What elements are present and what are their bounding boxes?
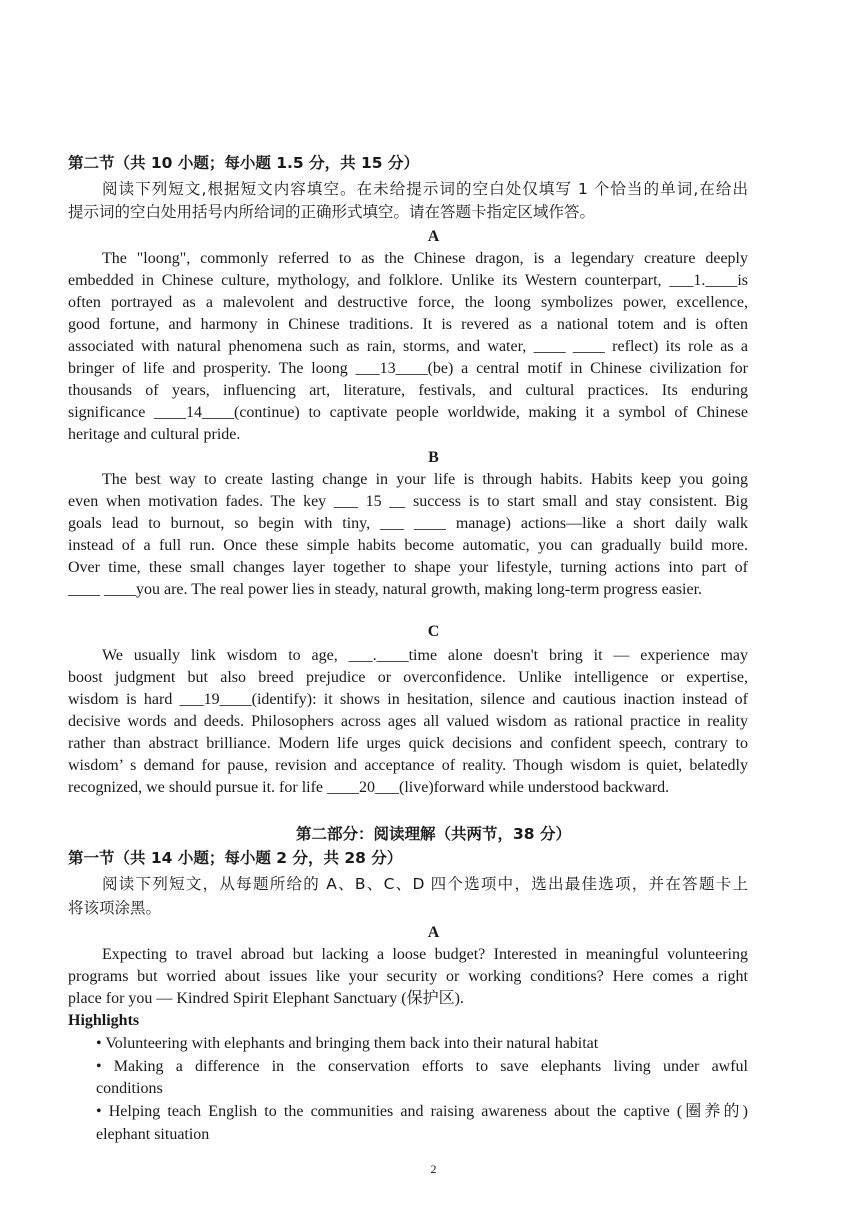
passage-line: thousands of years, influencing art, literature, festivals, and cultural practices. Its enduring <box>68 382 748 399</box>
highlight-item-continued: elephant situation <box>96 1126 210 1143</box>
passage-line: good fortune, and harmony in Chinese traditions. It is revered as a national totem and is often <box>68 316 748 333</box>
passage-line: goals lead to burnout, so begin with tiny, ___ ____ manage) actions—like a short daily walk <box>68 515 748 532</box>
passage-line: rather than abstract brilliance. Modern life urges quick decisions and confident speech, contrary to <box>68 735 748 752</box>
passage-line: bringer of life and prosperity. The loong ___13____(be) a central motif in Chinese civilization for <box>68 360 748 377</box>
passage-line: wisdom is hard ___19____(identify): it shows in hesitation, silence and cautious inaction instead of <box>68 691 748 708</box>
highlight-item: • Volunteering with elephants and bringing them back into their natural habitat <box>96 1035 599 1052</box>
section-heading: 第一节（共 14 小题；每小题 2 分，共 28 分） <box>68 849 403 867</box>
passage-line: embedded in Chinese culture, mythology, and folklore. Unlike its Western counterpart, ___1.____is <box>68 272 748 289</box>
section-heading: 第二节（共 10 小题；每小题 1.5 分，共 15 分） <box>68 154 419 172</box>
instruction-line: 阅读下列短文,根据短文内容填空。在未给提示词的空白处仅填写 1 个恰当的单词,在给出 <box>102 180 748 198</box>
instruction-line: 将该项涂黑。 <box>68 899 162 917</box>
passage-line: Over time, these small changes layer together to shape your lifestyle, turning actions into part of <box>68 559 748 576</box>
passage-line: decisive words and deeds. Philosophers across ages all valued wisdom as rational practice in reality <box>68 713 748 730</box>
passage-label: A <box>427 924 440 941</box>
passage-line: The best way to create lasting change in your life is through habits. Habits keep you going <box>102 471 748 488</box>
passage-line: heritage and cultural pride. <box>68 426 241 443</box>
passage-line: place for you — Kindred Spirit Elephant Sanctuary (保护区). <box>68 990 464 1007</box>
instruction-line: 阅读下列短文，从每题所给的 A、B、C、D 四个选项中，选出最佳选项，并在答题卡上 <box>102 875 748 893</box>
passage-line: The "loong", commonly referred to as the Chinese dragon, is a legendary creature deeply <box>102 250 748 267</box>
passage-line: often portrayed as a malevolent and destructive force, the loong symbolizes power, excellence, <box>68 294 748 311</box>
passage-line: programs but worried about issues like your security or working conditions? Here comes a right <box>68 968 748 985</box>
passage-line: significance ____14____(continue) to captivate people worldwide, making it a symbol of Chinese <box>68 404 748 421</box>
instruction-line: 提示词的空白处用括号内所给词的正确形式填空。请在答题卡指定区域作答。 <box>68 203 596 221</box>
page-number: 2 <box>430 1162 437 1176</box>
passage-line: We usually link wisdom to age, ___.____time alone doesn't bring it — experience may <box>102 647 748 664</box>
passage-line: ____ ____you are. The real power lies in steady, natural growth, making long-term progress easier. <box>68 581 703 598</box>
passage-label: B <box>428 449 439 466</box>
passage-label: C <box>427 623 440 640</box>
highlight-item-continued: conditions <box>96 1080 163 1097</box>
passage-line: boost judgment but also breed prejudice or overconfidence. Unlike intelligence or expertise, <box>68 669 748 686</box>
highlight-item: • Helping teach English to the communities and raising awareness about the captive (圈养的) <box>96 1103 748 1120</box>
passage-line: associated with natural phenomena such as rain, storms, and water, ____ ____ reflect) its role as a <box>68 338 748 355</box>
passage-label: A <box>427 228 440 245</box>
passage-line: recognized, we should pursue it. for life ____20___(live)forward while understood backward. <box>68 779 670 796</box>
part-heading: 第二部分：阅读理解（共两节，38 分） <box>296 825 571 843</box>
passage-line: wisdom’ s demand for pause, revision and acceptance of reality. Though wisdom is quiet, belatedly <box>68 757 748 774</box>
highlights-title: Highlights <box>68 1012 140 1029</box>
passage-line: Expecting to travel abroad but lacking a loose budget? Interested in meaningful volunteering <box>102 946 748 963</box>
passage-line: even when motivation fades. The key ___ 15 __ success is to start small and stay consistent. Big <box>68 493 748 510</box>
passage-line: instead of a full run. Once these simple habits become automatic, you can gradually build more. <box>68 537 748 554</box>
highlight-item: • Making a difference in the conservation efforts to save elephants living under awful <box>96 1058 748 1075</box>
